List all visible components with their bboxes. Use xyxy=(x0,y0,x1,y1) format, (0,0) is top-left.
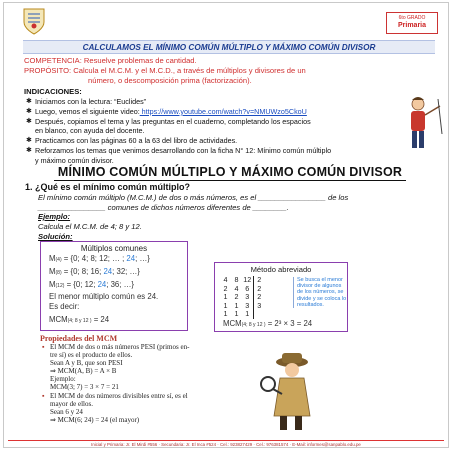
short-method-box xyxy=(214,262,348,332)
list-item: ✱ Después, copiamos el tema y las preguntas en el cuaderno, completando los espacios xyxy=(26,116,311,126)
bullet-icon: ✱ xyxy=(26,107,32,115)
list-item: ✱ Luego, vemos el siguiente video: https://www.youtube.com/watch?v=NMUWzo5CkoU xyxy=(26,106,307,116)
bullet-icon: ✱ xyxy=(26,146,32,154)
short-method-title: Método abreviado xyxy=(250,265,312,274)
level-label: Primaria xyxy=(397,22,427,29)
multiples-conclusion1: El menor múltiplo común es 24. xyxy=(49,292,159,301)
table-row: 1 1 1 xyxy=(220,310,265,319)
property-item: ▪ El MCM de dos números divisibles entre sí, es el mayor de ellos. Sean 6 y 24 ⇒ MCM(6; 24) = 24 (el mayor) xyxy=(42,391,188,424)
table-row: 2 4 6 2 xyxy=(220,285,265,294)
solution-label: Solución: xyxy=(38,232,73,241)
competencia-line xyxy=(24,56,197,66)
grade-label: 6to GRADO xyxy=(398,15,426,21)
multiples-title: Múltiplos comunes xyxy=(80,244,148,253)
indicaciones-list xyxy=(26,97,426,166)
multiples-row: M(12) = {0; 12; 24; 36; …} xyxy=(49,280,135,289)
square-bullet-icon: ▪ xyxy=(42,343,45,351)
multiples-row: M(8) = {0; 8; 16; 24; 32; …} xyxy=(49,267,140,276)
list-item: ✱ Iniciamos con la lectura: “Euclides” xyxy=(26,97,147,106)
short-method-note: Se busca el menor divisor de algunos de los números, se divide y se coloca lo resultados. xyxy=(293,277,347,308)
page-title: CALCULAMOS EL MÍNIMO COMÚN MÚLTIPLO Y MÁXIMO COMÚN DIVISOR xyxy=(82,43,376,52)
short-method-result: MCM(4; 8 y 12 ) = 2³ × 3 = 24 xyxy=(223,319,313,328)
multiples-conclusion2: Es decir: xyxy=(49,302,80,311)
multiples-row: M(4) = {0; 4; 8; 12; … ; 24; …} xyxy=(49,254,150,263)
grade-badge xyxy=(386,12,438,34)
question-1: 1. ¿Qué es el mínimo común múltiplo? xyxy=(25,182,191,192)
list-item: ✱ Reforzamos los temas que venimos desarrollando con la ficha N° 12: Mínimo común múltiplo xyxy=(26,145,332,155)
teacher-illustration-icon xyxy=(398,94,444,152)
heading-underline xyxy=(54,180,406,181)
school-crest-icon xyxy=(22,6,46,36)
bullet-icon: ✱ xyxy=(26,98,32,105)
bullet-icon: ✱ xyxy=(26,137,32,145)
list-item: ✱ Practicamos con las páginas 60 a la 63 del libro de actividades. xyxy=(26,136,238,146)
square-bullet-icon: ▪ xyxy=(42,391,45,400)
multiples-result: MCM(4; 8 y 12 ) = 24 xyxy=(49,315,110,324)
multiples-box xyxy=(40,241,188,331)
video-link[interactable]: https://www.youtube.com/watch?v=NMUWzo5CkoU xyxy=(139,106,307,116)
table-row: 1 2 3 2 xyxy=(220,293,265,302)
definition-line2: ________________ comunes de dichos números diferentes de ________. xyxy=(38,202,289,212)
list-item: en blanco, con ayuda del docente. xyxy=(35,126,145,136)
table-row: 1 1 3 3 xyxy=(220,302,265,311)
title-banner xyxy=(23,40,435,54)
list-item: y máximo común divisor. xyxy=(35,155,114,165)
indicaciones-title: INDICACIONES: xyxy=(24,87,82,96)
proposito-block xyxy=(24,66,424,86)
main-heading: MÍNIMO COMÚN MÚLTIPLO Y MÁXIMO COMÚN DIVISOR xyxy=(57,165,403,179)
proposito-line2: número, o descomposición prima (factorización). xyxy=(88,76,252,85)
footer-contact: Inicial y Primaria: Jr. El Mirdi #556 · Secundaria: Jr. El Inca #524 · Cel.: 923827429 · Cel.: 976381574 · E-Mail: informes@sanpablo.edu.pe xyxy=(8,440,444,447)
property-item: ▪ El MCM de dos o más números PESI (primos en- tre sí) es el producto de ellos. Sean A y B, que son PESI ⇒ MCM(A, B) = A × B Ejemplo: MCM(3; 7) = 3 × 7 = 21 xyxy=(42,343,190,392)
properties-title: Propiedades del MCM xyxy=(40,334,118,343)
example-label: Ejemplo: xyxy=(38,212,71,221)
example-text: Calcula el M.C.M. de 4; 8 y 12. xyxy=(38,222,142,231)
competencia-label: COMPETENCIA: xyxy=(24,56,82,65)
definition-line1: El mínimo común múltiplo (M.C.M.) de dos o más números, es el ________________ de los xyxy=(38,193,349,202)
properties-list xyxy=(42,343,232,424)
proposito-line1: Calcula el M.C.M. y el M.C.D., a través de múltiplos y divisores de un xyxy=(71,66,306,75)
competencia-text: Resuelve problemas de cantidad. xyxy=(81,56,197,65)
bullet-icon: ✱ xyxy=(26,117,32,125)
division-table xyxy=(220,276,265,319)
proposito-label: PROPÓSITO: xyxy=(24,66,72,75)
table-row: 4 8 12 2 xyxy=(220,276,265,285)
definition-text xyxy=(38,193,442,212)
detective-illustration-icon xyxy=(256,350,326,434)
